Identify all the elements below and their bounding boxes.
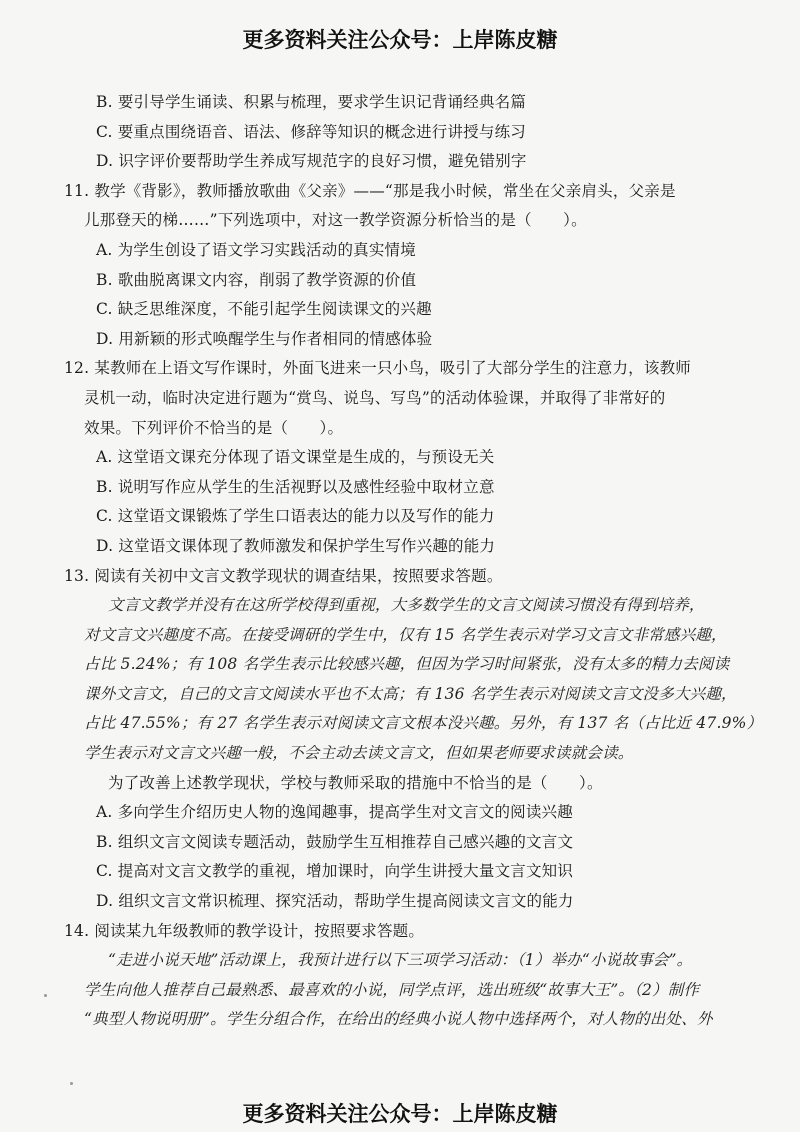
scan-speck xyxy=(70,1082,73,1085)
q11-option-a: A. 为学生创设了语文学习实践活动的真实情境 xyxy=(96,240,416,259)
q13-passage-line-4: 课外文言文，自己的文言文阅读水平也不太高；有 136 名学生表示对阅读文言文没多大兴趣， xyxy=(84,684,737,703)
q13-passage-line-5: 占比 47.55%；有 27 名学生表示对阅读文言文根本没兴趣。另外，有 137 名（占比近 47.9%） xyxy=(84,714,763,733)
q12-option-d: D. 这堂语文课体现了教师激发和保护学生写作兴趣的能力 xyxy=(96,536,496,555)
header-banner: 更多资料关注公众号：上岸陈皮糖 xyxy=(242,28,558,52)
q12-stem-line-1: 12. 某教师在上语文写作课时，外面飞进来一只小鸟，吸引了大部分学生的注意力，该教师 xyxy=(64,359,691,378)
q11-option-d: D. 用新颖的形式唤醒学生与作者相同的情感体验 xyxy=(96,329,433,348)
q13-passage-line-3: 占比 5.24%；有 108 名学生表示比较感兴趣，但因为学习时间紧张，没有太多的精力去阅读 xyxy=(84,655,730,674)
q13-question: 为了改善上述教学现状，学校与教师采取的措施中不恰当的是（ ）。 xyxy=(108,773,603,792)
q12-option-a: A. 这堂语文课充分体现了语文课堂是生成的，与预设无关 xyxy=(96,448,495,467)
q13-option-c: C. 提高对文言文教学的重视，增加课时，向学生讲授大量文言文知识 xyxy=(96,862,574,881)
scan-speck xyxy=(44,994,47,997)
q13-passage-line-2: 对文言文兴趣度不高。在接受调研的学生中，仅有 15 名学生表示对学习文言文非常感兴趣， xyxy=(84,625,727,644)
q11-option-b: B. 歌曲脱离课文内容，削弱了教学资源的价值 xyxy=(96,270,417,289)
q14-passage-line-1: “走进小说天地”活动课上，我预计进行以下三项学习活动：（1）举办“小说故事会”。 xyxy=(108,951,693,970)
footer-banner: 更多资料关注公众号：上岸陈皮糖 xyxy=(242,1102,558,1126)
q14-stem: 14. 阅读某九年级教师的教学设计，按照要求答题。 xyxy=(64,921,425,940)
q14-passage-line-2: 学生向他人推荐自己最熟悉、最喜欢的小说，同学点评，选出班级“故事大王”。（2）制作 xyxy=(84,980,700,999)
q10-option-d: D. 识字评价要帮助学生养成写规范字的良好习惯，避免错别字 xyxy=(96,152,527,171)
q12-stem-line-3: 效果。下列评价不恰当的是（ ）。 xyxy=(84,418,344,437)
q10-option-c: C. 要重点围绕语音、语法、修辞等知识的概念进行讲授与练习 xyxy=(96,122,526,141)
q13-passage-line-6: 学生表示对文言文兴趣一般，不会主动去读文言文，但如果老师要求读就会读。 xyxy=(84,744,634,763)
q12-option-b: B. 说明写作应从学生的生活视野以及感性经验中取材立意 xyxy=(96,477,495,496)
q13-option-a: A. 多向学生介绍历史人物的逸闻趣事，提高学生对文言文的阅读兴趣 xyxy=(96,803,573,822)
q13-option-d: D. 组织文言文常识梳理、探究活动，帮助学生提高阅读文言文的能力 xyxy=(96,892,574,911)
q13-option-b: B. 组织文言文阅读专题活动，鼓励学生互相推荐自己感兴趣的文言文 xyxy=(96,832,574,851)
q11-stem-line-2: 儿那登天的梯……”下列选项中，对这一教学资源分析恰当的是（ ）。 xyxy=(84,211,587,230)
q14-passage-line-3: “典型人物说明册”。学生分组合作，在给出的经典小说人物中选择两个，对人物的出处、外 xyxy=(84,1010,713,1029)
q12-stem-line-2: 灵机一动，临时决定进行题为“赏鸟、说鸟、写鸟”的活动体验课，并取得了非常好的 xyxy=(84,388,666,407)
question-content xyxy=(64,88,763,1035)
q12-option-c: C. 这堂语文课锻炼了学生口语表达的能力以及写作的能力 xyxy=(96,507,495,526)
q13-stem: 13. 阅读有关初中文言文教学现状的调查结果，按照要求答题。 xyxy=(64,566,503,585)
q13-passage-line-1: 文言文教学并没有在这所学校得到重视，大多数学生的文言文阅读习惯没有得到培养， xyxy=(108,596,705,615)
q11-stem-line-1: 11. 教学《背影》，教师播放歌曲《父亲》——“那是我小时候，常坐在父亲肩头，父亲是 xyxy=(64,181,676,200)
q10-option-b: B. 要引导学生诵读、积累与梳理，要求学生识记背诵经典名篇 xyxy=(96,93,527,111)
q11-option-c: C. 缺乏思维深度，不能引起学生阅读课文的兴趣 xyxy=(96,300,432,319)
